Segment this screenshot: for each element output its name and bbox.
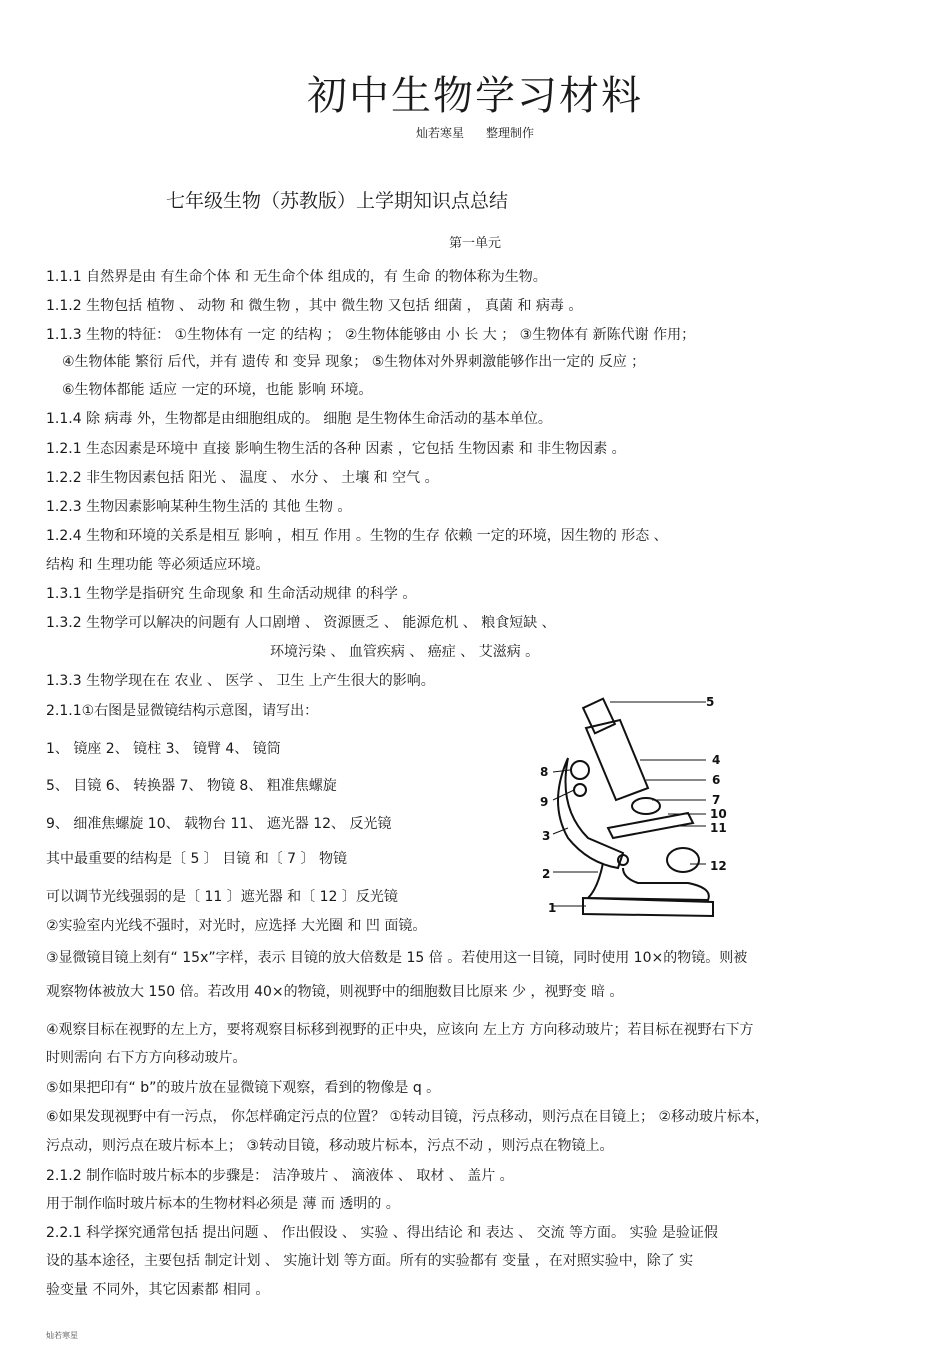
content-line: 2.2.1 科学探究通常包括 提出问题 、 作出假设 、 实验 、得出结论 和 表达 、 交流 等方面。 实验 是验证假 [46,1225,718,1241]
pillar-shape [588,863,709,900]
content-line: 1、 镜座 2、 镜柱 3、 镜臂 4、 镜筒 [46,741,281,757]
label-1: 1 [548,901,557,915]
label-5: 5 [706,695,715,709]
content-line: 1.1.1 自然界是由 有生命个体 和 无生命个体 组成的，有 生命 的物体称为生物。 [46,269,547,285]
base-shape [583,898,713,916]
content-line: 结构 和 生理功能 等必须适应环境。 [46,557,270,573]
content-line: ③显微镜目镜上刻有“ 15x”字样，表示 目镜的放大倍数是 15 倍 。若使用这一目镜，同时使用 10×的物镜。则被 [46,950,748,966]
content-line: 可以调节光线强弱的是〔 11 〕遮光器 和〔 12 〕反光镜 [46,889,398,905]
content-line: 污点动，则污点在玻片标本上； ③转动目镜，移动玻片标本，污点不动 ，则污点在物镜上。 [46,1138,614,1154]
label-2: 2 [542,867,551,881]
content-line: 环境污染 、 血管疾病 、 癌症 、 艾滋病 。 [270,644,540,660]
content-line: 验变量 不同外，其它因素都 相同 。 [46,1282,270,1298]
footer: 灿若寒星 [46,1331,78,1340]
content-line: 时则需向 右下方方向移动玻片。 [46,1050,247,1066]
content-line: 1.1.2 生物包括 植物 、 动物 和 微生物 ，其中 微生物 又包括 细菌 ， 真菌 和 病毒 。 [46,298,583,314]
label-3: 3 [542,829,551,843]
label-8: 8 [540,765,549,779]
label-7: 7 [712,793,721,807]
content-line: 观察物体被放大 150 倍。若改用 40×的物镜，则视野中的细胞数目比原来 少 ，视野变 暗 。 [46,984,624,1000]
subtitle [0,124,950,141]
author: 灿若寒星 [415,126,464,140]
page-title: 初中生物学习材料 [307,73,643,119]
made-by: 整理制作 [486,126,535,140]
content-line: 用于制作临时玻片标本的生物材料必须是 薄 而 透明的 。 [46,1196,400,1212]
label-12: 12 [710,859,727,873]
label-4: 4 [712,753,721,767]
document-heading: 七年级生物（苏教版）上学期知识点总结 [166,190,509,212]
content-line: 2.1.1①右图是显微镜结构示意图，请写出： [46,703,319,719]
pivot-shape [618,855,628,865]
content-line: 1.1.3 生物的特征： ①生物体有 一定 的结构 ； ②生物体能够由 小 长 大 ； ③生物体有 新陈代谢 作用； [46,327,696,343]
label-11: 11 [710,821,727,835]
content-line: 其中最重要的结构是〔 5 〕 目镜 和〔 7 〕 物镜 [46,851,347,867]
content-line: 1.2.3 生物因素影响某种生物生活的 其他 生物 。 [46,499,352,515]
fine-knob-shape [574,784,586,796]
label-6: 6 [712,773,721,787]
content-line: ②实验室内光线不强时，对光时，应选择 大光圈 和 凹 面镜。 [46,918,427,934]
content-line: 1.3.2 生物学可以解决的问题有 人口剧增 、 资源匮乏 、 能源危机 、 粮食短缺 、 [46,615,556,631]
content-line: 5、 目镜 6、 转换器 7、 物镜 8、 粗准焦螺旋 [46,778,337,794]
label-10: 10 [710,807,727,821]
content-line: 1.2.4 生物和环境的关系是相互 影响 ，相互 作用 。生物的生存 依赖 一定的环境，因生物的 形态 、 [46,528,668,544]
unit-title: 第一单元 [448,236,501,251]
coarse-knob-shape [571,761,589,779]
label-9: 9 [540,795,549,809]
content-line: ⑥生物体都能 适应 一定的环境，也能 影响 环境。 [62,382,373,398]
content-line: 1.2.2 非生物因素包括 阳光 、 温度 、 水分 、 土壤 和 空气 。 [46,470,439,486]
content-line: ④观察目标在视野的左上方，要将观察目标移到视野的正中央，应该向 左上方 方向移动玻片；若目标在视野右下方 [46,1022,754,1038]
content-line: ⑤如果把印有“ b”的玻片放在显微镜下观察，看到的物像是 q 。 [46,1080,441,1096]
arm-shape [558,758,623,868]
content-line: 设的基本途径，主要包括 制定计划 、 实施计划 等方面。所有的实验都有 变量 ，在对照实验中，除了 实 [46,1253,694,1269]
content-line: 1.3.3 生物学现在在 农业 、 医学 、 卫生 上产生很大的影响。 [46,673,435,689]
content-line: 9、 细准焦螺旋 10、 载物台 11、 遮光器 12、 反光镜 [46,816,392,832]
content-line: 1.1.4 除 病毒 外，生物都是由细胞组成的。 细胞 是生物体生命活动的基本单位。 [46,411,552,427]
microscope-diagram [528,688,743,928]
mirror-shape [667,848,699,872]
content-line: 1.3.1 生物学是指研究 生命现象 和 生命活动规律 的科学 。 [46,586,417,602]
content-line: ⑥如果发现视野中有一污点， 你怎样确定污点的位置？ ①转动目镜，污点移动，则污点在目镜上； ②移动玻片标本， [46,1109,769,1125]
content-line: 1.2.1 生态因素是环境中 直接 影响生物生活的各种 因素 ，它包括 生物因素 和 非生物因素 。 [46,441,626,457]
content-line: ④生物体能 繁衍 后代，并有 遗传 和 变异 现象； ⑤生物体对外界刺激能够作出一定的 反应 ； [62,354,646,370]
content-line: 2.1.2 制作临时玻片标本的步骤是： 洁净玻片 、 滴液体 、 取材 、 盖片 。 [46,1168,514,1184]
